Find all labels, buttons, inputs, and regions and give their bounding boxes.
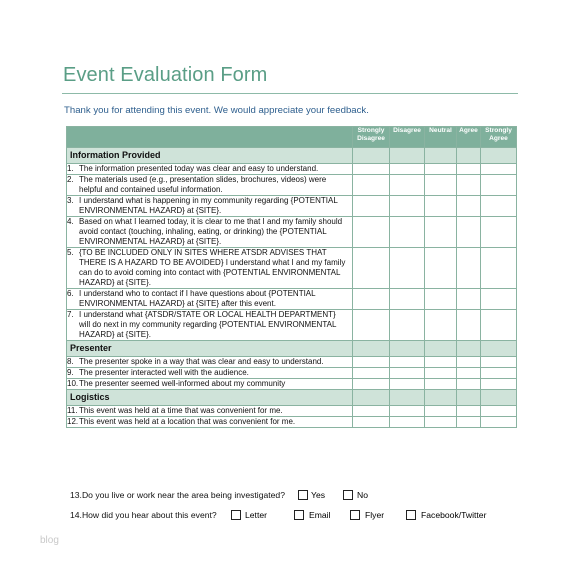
rating-cell[interactable]: [353, 368, 390, 379]
rating-cell[interactable]: [353, 289, 390, 310]
question-cell: [67, 175, 353, 196]
question-cell: [67, 289, 353, 310]
title-divider: [62, 93, 518, 94]
section-fill-cell: [481, 148, 517, 164]
rating-cell[interactable]: [481, 217, 517, 248]
rating-cell[interactable]: [353, 417, 390, 428]
rating-cell[interactable]: [457, 175, 481, 196]
question-number: 3.: [67, 196, 74, 205]
rating-cell[interactable]: [353, 248, 390, 289]
rating-cell[interactable]: [425, 175, 457, 196]
rating-cell[interactable]: [390, 310, 425, 341]
question-cell: [67, 217, 353, 248]
table-row: [67, 196, 517, 217]
question-text: The information presented today was clear and easy to understand.: [79, 164, 319, 173]
question-number: 8.: [67, 357, 74, 366]
table-row: [67, 417, 517, 428]
question-text: The presenter spoke in a way that was clear and easy to understand.: [79, 357, 324, 366]
rating-cell[interactable]: [481, 175, 517, 196]
rating-cell[interactable]: [457, 357, 481, 368]
question-cell: [67, 406, 353, 417]
rating-cell[interactable]: [457, 406, 481, 417]
question-text: This event was held at a location that was convenient for me.: [79, 417, 296, 426]
question-text: The presenter seemed well-informed about my community: [79, 379, 286, 388]
rating-cell[interactable]: [390, 164, 425, 175]
rating-cell[interactable]: [481, 289, 517, 310]
rating-cell[interactable]: [390, 417, 425, 428]
question-number: 6.: [67, 289, 74, 298]
question-cell: [67, 164, 353, 175]
section-fill-cell: [457, 148, 481, 164]
question-number: 12.: [67, 417, 79, 426]
question-text: This event was held at a time that was convenient for me.: [79, 406, 283, 415]
question-cell: [67, 196, 353, 217]
section-fill-cell: [390, 390, 425, 406]
rating-cell[interactable]: [457, 196, 481, 217]
rating-cell[interactable]: [390, 368, 425, 379]
question-number: 11.: [67, 406, 78, 415]
question-text: I understand what is happening in my community regarding {POTENTIAL ENVIRONMENTAL HAZARD} at {SITE}.: [79, 196, 338, 215]
rating-cell[interactable]: [353, 175, 390, 196]
section-fill-cell: [481, 390, 517, 406]
rating-cell[interactable]: [425, 368, 457, 379]
question-14-label: 14.How did you hear about this event?: [70, 510, 217, 520]
rating-cell[interactable]: [457, 310, 481, 341]
rating-cell[interactable]: [425, 217, 457, 248]
rating-cell[interactable]: [425, 164, 457, 175]
question-cell: [67, 357, 353, 368]
rating-cell[interactable]: [481, 368, 517, 379]
table-row: [67, 175, 517, 196]
rating-cell[interactable]: [457, 417, 481, 428]
rating-cell[interactable]: [457, 164, 481, 175]
section-fill-cell: [353, 341, 390, 357]
table-row: [67, 368, 517, 379]
question-text: I understand who to contact if I have questions about {POTENTIAL ENVIRONMENTAL HAZARD} at {SITE} after this event.: [79, 289, 316, 308]
question-13-label: 13.Do you live or work near the area being investigated?: [70, 490, 285, 500]
question-number: 7.: [67, 310, 74, 319]
section-row: [67, 148, 517, 164]
question-text: The presenter interacted well with the audience.: [79, 368, 249, 377]
question-text: I understand what {ATSDR/STATE OR LOCAL HEALTH DEPARTMENT} will do next in my community regarding {POTENTIAL ENVIRONMENTAL HAZARD} at {SITE}.: [79, 310, 337, 339]
rating-cell[interactable]: [390, 248, 425, 289]
section-fill-cell: [390, 341, 425, 357]
section-fill-cell: [425, 341, 457, 357]
rating-header-row: [67, 127, 517, 148]
rating-cell[interactable]: [481, 196, 517, 217]
table-row: [67, 164, 517, 175]
rating-cell[interactable]: [390, 289, 425, 310]
rating-cell[interactable]: [425, 196, 457, 217]
question-cell: [67, 368, 353, 379]
rating-cell[interactable]: [425, 289, 457, 310]
page-title: Event Evaluation Form: [63, 64, 268, 86]
rating-cell[interactable]: [353, 357, 390, 368]
section-row: [67, 341, 517, 357]
intro-text: Thank you for attending this event. We would appreciate your feedback.: [64, 105, 369, 116]
watermark: blog: [40, 535, 59, 546]
rating-cell[interactable]: [425, 379, 457, 390]
rating-cell[interactable]: [425, 357, 457, 368]
rating-cell[interactable]: [425, 310, 457, 341]
flyer-checkbox[interactable]: [350, 510, 360, 520]
letter-checkbox[interactable]: [231, 510, 241, 520]
rating-cell[interactable]: [390, 175, 425, 196]
question-number: 10.: [67, 379, 79, 388]
section-fill-cell: [390, 148, 425, 164]
rating-cell[interactable]: [481, 379, 517, 390]
question-text: Based on what I learned today, it is clear to me that I and my family should avoid contact (touching, inhaling, eating, or drinking) the {POTENTIAL ENVIRONMENTAL HAZARD} at {SITE}.: [79, 217, 343, 246]
rating-cell[interactable]: [457, 217, 481, 248]
table-row: [67, 217, 517, 248]
question-text: {TO BE INCLUDED ONLY IN SITES WHERE ATSDR ADVISES THAT THERE IS A HAZARD TO BE AVOIDED} I understand what I and my family can do to avoid coming into contact with {POTENTIAL ENVIRONMENTAL HAZARD} at {SITE}.: [79, 248, 346, 287]
column-header: Strongly Agree: [481, 127, 517, 148]
rating-cell[interactable]: [425, 417, 457, 428]
evaluation-table: [66, 126, 517, 428]
table-row: [67, 248, 517, 289]
rating-cell[interactable]: [353, 379, 390, 390]
letter-option-label: Letter: [245, 510, 267, 520]
column-header: Strongly Disagree: [353, 127, 390, 148]
rating-cell[interactable]: [481, 417, 517, 428]
section-fill-cell: [457, 341, 481, 357]
section-fill-cell: [425, 390, 457, 406]
question-text: The materials used (e.g., presentation slides, brochures, videos) were helpful and contained useful information.: [79, 175, 327, 194]
flyer-option-label: Flyer: [365, 510, 385, 520]
question-cell: [67, 379, 353, 390]
rating-cell[interactable]: [390, 217, 425, 248]
no-checkbox[interactable]: [343, 490, 353, 500]
rating-cell[interactable]: [390, 196, 425, 217]
rating-cell[interactable]: [353, 196, 390, 217]
yes-option-label: Yes: [311, 490, 326, 500]
rating-cell[interactable]: [481, 357, 517, 368]
email-option-label: Email: [309, 510, 331, 520]
rating-cell[interactable]: [353, 164, 390, 175]
rating-cell[interactable]: [481, 310, 517, 341]
section-fill-cell: [425, 148, 457, 164]
question-cell: [67, 417, 353, 428]
question-column-header: [67, 127, 353, 148]
rating-cell[interactable]: [457, 248, 481, 289]
section-row: [67, 390, 517, 406]
email-checkbox[interactable]: [294, 510, 304, 520]
rating-cell[interactable]: [390, 379, 425, 390]
table-row: [67, 406, 517, 417]
section-fill-cell: [457, 390, 481, 406]
question-cell: [67, 310, 353, 341]
question-number: 9.: [67, 368, 74, 377]
table-row: [67, 289, 517, 310]
facebook-twitter-checkbox[interactable]: [406, 510, 416, 520]
rating-cell[interactable]: [457, 368, 481, 379]
rating-cell[interactable]: [457, 379, 481, 390]
yes-checkbox[interactable]: [298, 490, 308, 500]
rating-cell[interactable]: [481, 406, 517, 417]
section-fill-cell: [353, 390, 390, 406]
question-number: 5.: [67, 248, 74, 257]
rating-cell[interactable]: [390, 357, 425, 368]
rating-cell[interactable]: [481, 164, 517, 175]
column-header: Neutral: [425, 127, 457, 148]
section-fill-cell: [481, 341, 517, 357]
no-option-label: No: [357, 490, 368, 500]
question-cell: [67, 248, 353, 289]
table-row: [67, 357, 517, 368]
facebook-twitter-option-label: Facebook/Twitter: [421, 510, 487, 520]
rating-cell[interactable]: [353, 406, 390, 417]
table-row: [67, 310, 517, 341]
rating-cell[interactable]: [353, 310, 390, 341]
section-heading: Information Provided: [67, 148, 353, 164]
question-number: 4.: [67, 217, 74, 226]
rating-cell[interactable]: [481, 248, 517, 289]
question-number: 1.: [67, 164, 74, 173]
rating-cell[interactable]: [425, 248, 457, 289]
rating-cell[interactable]: [425, 406, 457, 417]
column-header: Agree: [457, 127, 481, 148]
section-fill-cell: [353, 148, 390, 164]
question-number: 2.: [67, 175, 74, 184]
section-heading: Presenter: [67, 341, 353, 357]
rating-cell[interactable]: [457, 289, 481, 310]
rating-cell[interactable]: [353, 217, 390, 248]
rating-cell[interactable]: [390, 406, 425, 417]
column-header: Disagree: [390, 127, 425, 148]
table-row: [67, 379, 517, 390]
section-heading: Logistics: [67, 390, 353, 406]
